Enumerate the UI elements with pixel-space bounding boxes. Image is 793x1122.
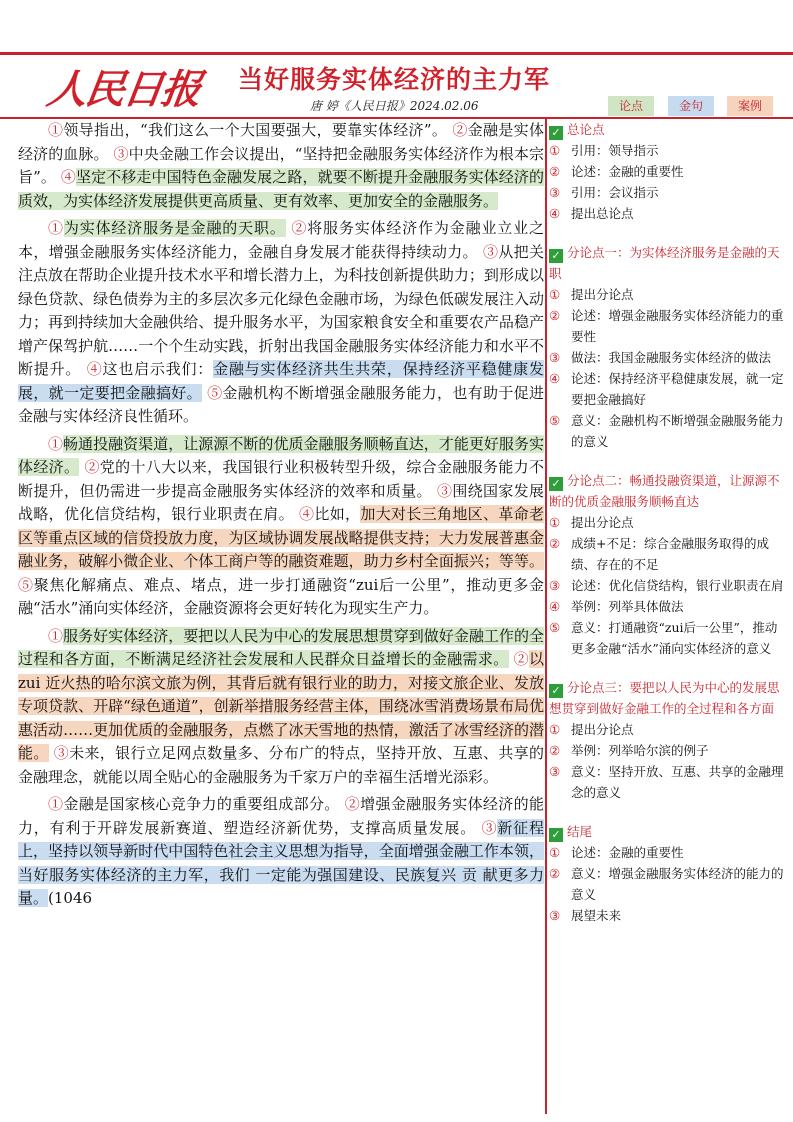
section-title: 分论点二：畅通投融资渠道，让源源不断的优质金融服务顺畅直达 bbox=[549, 473, 780, 509]
section-sub-3: ✓ 分论点三：要把以人民为中心的发展思想贯穿到做好金融工作的全过程和各方面 ① 提出分论点 ② 举例：列举哈尔滨的例子 ③ 意义：坚持开放、互惠、共享的金融理念的意义 bbox=[549, 680, 784, 800]
check-icon: ✓ bbox=[549, 477, 563, 491]
marker: ① bbox=[48, 219, 64, 237]
section-ending: ✓ 结尾 ① 论述：金融的重要性 ② 意义：增强金融服务实体经济的能力的意义 ③ 展望未来 bbox=[549, 824, 784, 923]
section-title: 总论点 bbox=[567, 122, 605, 137]
paragraph-5: ①金融是国家核心竞争力的重要组成部分。 ②增强金融服务实体经济的能力，有利于开辟发展新赛道、塑造经济新优势，支撑高质量发展。 ③新征程上，坚持以领导新时代中国特色社会主义思想为指导，全面增强金融工作本领，当好服务实体经济的主力军，我们 一定能为强国建设、民族复兴 贡 献更多力量。(1046 bbox=[18, 795, 544, 907]
section-summary: ✓ 总论点 ① 引用：领导指示 ② 论述：金融的重要性 ③ 引用：会议指示 ④ 提出总论点 bbox=[549, 122, 684, 221]
section-title: 分论点三：要把以人民为中心的发展思想贯穿到做好金融工作的全过程和各方面 bbox=[549, 680, 780, 716]
marker: ② bbox=[291, 219, 308, 237]
top-rule bbox=[0, 52, 793, 55]
marker: ⑤ bbox=[18, 575, 34, 594]
marker: ④ bbox=[299, 505, 315, 523]
marker: ③ bbox=[113, 144, 129, 163]
check-icon: ✓ bbox=[549, 828, 563, 842]
marker: ② bbox=[513, 650, 529, 668]
paragraph-3: ①畅通投融资渠道，让源源不断的优质金融服务顺畅直达，才能更好服务实体经济。 ②党的十八大以来，我国银行业积极转型升级，综合金融服务能力不断提升，但仍需进一步提高金融服务实体经济的效率和质量。 ③围绕国家发展战略，优化信贷结构，银行业职责在肩。 ④比如，加大对长三角地区、革命老区等重点区域的信贷投放力度，为区域协调发展战略提供支持；大力发展普惠金融业务，破解小微企业、个体工商户等的融资难题，助力乡村全面振兴；等等。 ⑤聚焦化解痛点、难点、堵点，进一步打通融资“zui后一公里”，推动更多金融“活水”涌向实体经济，金融资源将会更好转化为现实生产力。 bbox=[18, 434, 544, 617]
marker: ① bbox=[48, 795, 64, 813]
legend-tag-quote: 金句 bbox=[668, 96, 714, 116]
marker: ③ bbox=[53, 744, 70, 762]
legend-tag-argument: 论点 bbox=[608, 96, 654, 116]
marker: ① bbox=[48, 434, 64, 453]
marker: ⑤ bbox=[207, 383, 223, 402]
check-icon: ✓ bbox=[549, 684, 563, 698]
article-title: 当好服务实体经济的主力军 bbox=[238, 65, 551, 94]
paragraph-1: ①领导指出，“我们这么一个大国要强大，要靠实体经济”。 ②金融是实体经济的血脉。 ③中央金融工作会议提出，“坚持把金融服务实体经济作为根本宗旨”。 ④坚定不移走中国特色金融发展之路，就要不断提升金融服务实体经济的质效，为实体经济发展提供更高质量、更有效率、更加安全的金融服务。 bbox=[18, 121, 544, 210]
marker: ① bbox=[48, 626, 64, 645]
newspaper-logo: 人民日报 bbox=[43, 66, 203, 113]
marker: ③ bbox=[481, 818, 498, 837]
check-icon: ✓ bbox=[549, 126, 563, 140]
marker: ③ bbox=[482, 242, 499, 261]
legend-tag-case: 案例 bbox=[727, 96, 773, 116]
section-title: 分论点一：为实体经济服务是金融的天职 bbox=[549, 245, 780, 281]
check-icon: ✓ bbox=[549, 249, 563, 263]
marker: ② bbox=[344, 795, 361, 813]
byline: 唐 婷《人民日报》2024.02.06 bbox=[310, 99, 479, 113]
marker: ④ bbox=[86, 360, 103, 378]
marker: ② bbox=[452, 121, 468, 139]
section-sub-1: ✓ 分论点一：为实体经济服务是金融的天职 ① 提出分论点 ② 论述：增强金融服务实体经济能力的重要性 ③ 做法：我国金融服务实体经济的做法 ④ 论述：保持经济平稳健康发展，就一定要把金融搞好 ⑤ 意义：金融机构不断增强金融服务能力的意义 bbox=[549, 245, 784, 449]
paragraph-2: ①为实体经济服务是金融的天职。 ②将服务实体经济作为金融业立业之本，增强金融服务实体经济能力，金融自身发展才能获得持续动力。 ③从把关注点放在帮助企业提升技术水平和增长潜力上，为科技创新提供助力；到形成以绿色贷款、绿色债券为主的多层次多元化绿色金融市场，为绿色低碳发展注入动力；再到持续加大金融供给、提升服务水平，为国家粮食安全和重要农产品稳产增产保驾护航……一个个生动实践，折射出我国金融服务实体经济能力和水平不断提升。 ④这也启示我们：金融与实体经济共生共荣，保持经济平稳健康发展，就一定要把金融搞好。 ⑤金融机构不断增强金融服务能力，也有助于促进金融与实体经济良性循环。 bbox=[18, 219, 544, 425]
annotation-sidebar bbox=[549, 119, 789, 944]
section-sub-2: ✓ 分论点二：畅通投融资渠道，让源源不断的优质金融服务顺畅直达 ① 提出分论点 ② 成绩+不足：综合金融服务取得的成绩、存在的不足 ③ 论述：优化信贷结构，银行业职责在肩 ④ 举例：列举具体做法 ⑤ 意义：打通融资“zui后一公里”，推动更多金融“活水”涌向实体经济的意义 bbox=[549, 473, 784, 656]
marker: ① bbox=[48, 121, 64, 139]
marker: ④ bbox=[60, 168, 76, 186]
marker: ③ bbox=[436, 481, 453, 500]
paragraph-4: ①服务好实体经济，要把以人民为中心的发展思想贯穿到做好金融工作的全过程和各方面，不断满足经济社会发展和人民群众日益增长的金融需求。 ②以 zui 近火热的哈尔滨文旅为例，其背后就有银行业的助力，对接文旅企业、发放专项贷款、开辟“绿色通道”，创新举措服务经营主体，围绕冰雪消费场景布局优惠活动……更加优质的金融服务，点燃了冰天雪地的热情，激活了冰雪经济的潜能。 ③未来，银行立足网点数量多、分布广的特点，坚持开放、互惠、共享的金融理念，就能以周全贴心的金融服务为千家万户的幸福生活增光添彩。 bbox=[18, 626, 544, 786]
marker: ② bbox=[84, 458, 100, 476]
section-title: 结尾 bbox=[567, 824, 593, 839]
article-body bbox=[18, 119, 544, 915]
column-divider bbox=[545, 119, 547, 1114]
